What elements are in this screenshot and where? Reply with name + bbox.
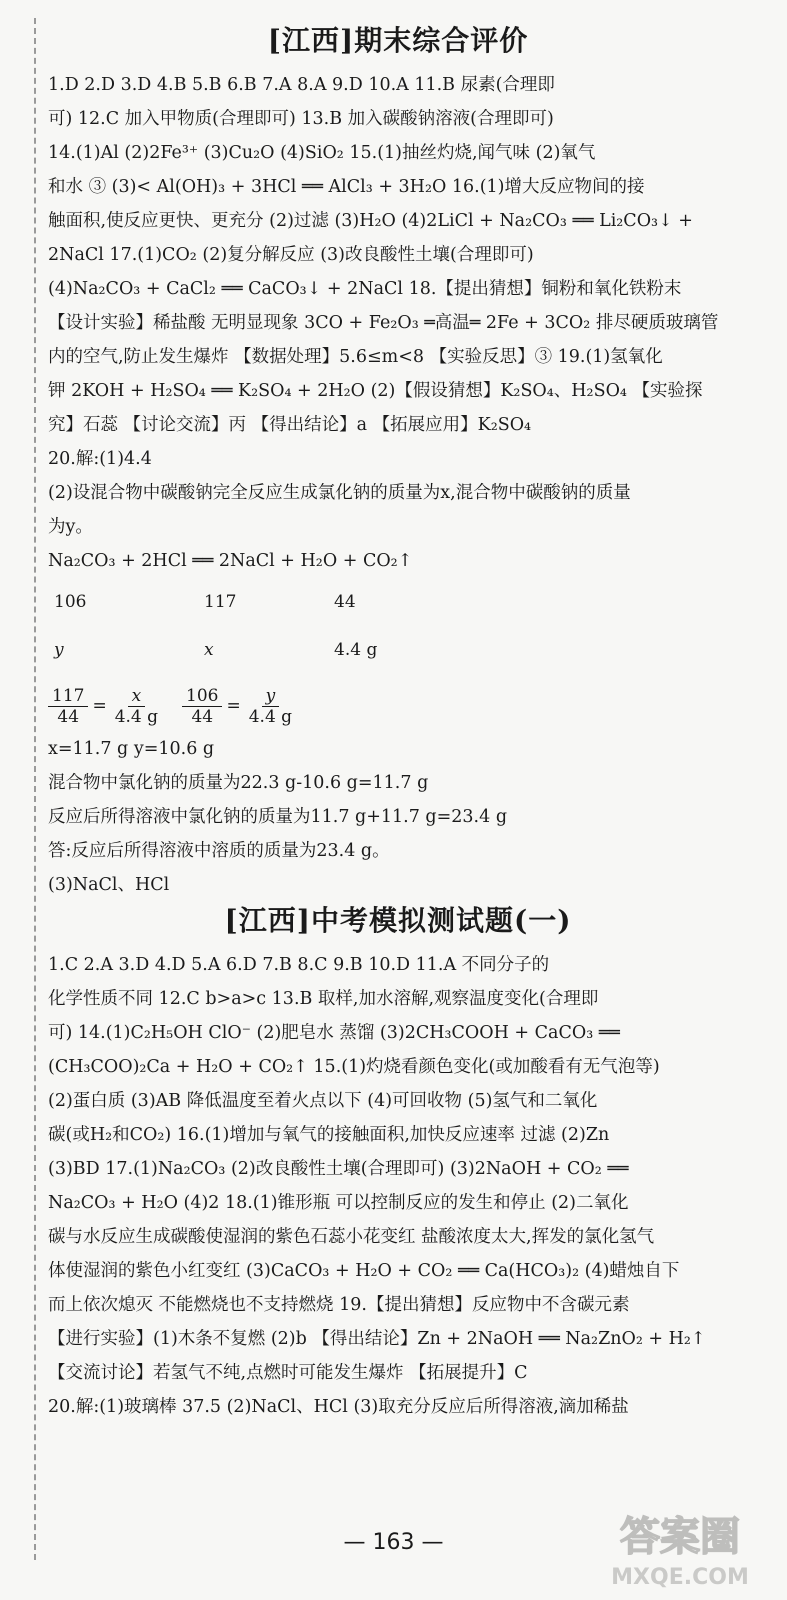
proportion-equations [48, 680, 748, 732]
answer-line: 和水 ③ (3)< Al(OH)₃ + 3HCl ══ AlCl₃ + 3H₂O 16.(1)增大反应物间的接 [48, 177, 645, 197]
equation-line: Na₂CO₃ + 2HCl ══ 2NaCl + H₂O + CO₂↑ [48, 551, 413, 571]
answer-line: 混合物中氯化钠的质量为22.3 g-10.6 g=11.7 g [48, 773, 429, 793]
answer-line: 1.C 2.A 3.D 4.D 5.A 6.D 7.B 8.C 9.B 10.D 11.A 不同分子的 [48, 955, 550, 975]
answer-line: (3)BD 17.(1)Na₂CO₃ (2)改良酸性土壤(合理即可) (3)2NaOH + CO₂ ══ [48, 1159, 629, 1179]
answer-line: 20.解:(1)玻璃棒 37.5 (2)NaCl、HCl (3)取充分反应后所得溶液,滴加稀盐 [48, 1397, 629, 1417]
answer-line: (4)Na₂CO₃ + CaCl₂ ══ CaCO₃↓ + 2NaCl 18.【提出猜想】铜粉和氧化铁粉末 [48, 279, 682, 299]
fraction-numerator: y [262, 686, 280, 707]
answer-line: 2NaCl 17.(1)CO₂ (2)复分解反应 (3)改良酸性土壤(合理即可) [48, 245, 534, 265]
fraction-numerator: 117 [48, 686, 88, 707]
answer-line: 触面积,使反应更快、更充分 (2)过滤 (3)H₂O (4)2LiCl + Na₂CO₃ ══ Li₂CO₃↓ + [48, 211, 693, 231]
answer-line: x=11.7 g y=10.6 g [48, 739, 215, 759]
answer-line: 反应后所得溶液中氯化钠的质量为11.7 g+11.7 g=23.4 g [48, 807, 508, 827]
ratio-value: 106 [54, 592, 87, 612]
ratio-value: 4.4 g [334, 640, 378, 660]
fraction-denominator: 4.4 g [114, 706, 159, 727]
answer-line: (2)设混合物中碳酸钠完全反应生成氯化钠的质量为x,混合物中碳酸钠的质量 [48, 483, 631, 503]
answer-line: Na₂CO₃ + H₂O (4)2 18.(1)锥形瓶 可以控制反应的发生和停止 (2)二氧化 [48, 1193, 629, 1213]
page-number: — 163 — [343, 1530, 444, 1555]
fraction-numerator: x [128, 686, 146, 707]
ratio-row [48, 626, 748, 674]
answer-line: 碳(或H₂和CO₂) 16.(1)增加与氧气的接触面积,加快反应速率 过滤 (2)Zn [48, 1125, 610, 1145]
page-content [48, 22, 748, 1424]
answer-line: 体使湿润的紫色小红变红 (3)CaCO₃ + H₂O + CO₂ ══ Ca(HCO₃)₂ (4)蜡烛自下 [48, 1261, 680, 1281]
section1-title: [江西]期末综合评价 [267, 24, 529, 57]
section2-title: [江西]中考模拟测试题(一) [224, 904, 572, 937]
watermark-text-top: 答案圈 [620, 1514, 740, 1560]
ratio-value: 117 [204, 592, 237, 612]
fraction-denominator: 4.4 g [248, 706, 293, 727]
ratio-value: x [204, 640, 214, 660]
answer-line: 钾 2KOH + H₂SO₄ ══ K₂SO₄ + 2H₂O (2)【假设猜想】K₂SO₄、H₂SO₄ 【实验探 [48, 381, 703, 401]
answer-line: 答:反应后所得溶液中溶质的质量为23.4 g。 [48, 841, 390, 861]
answer-line: 可) 12.C 加入甲物质(合理即可) 13.B 加入碳酸钠溶液(合理即可) [48, 109, 554, 129]
proportion-x: $\frac{117}{44}$ = $\frac{x}{4.4 g}$ [48, 686, 162, 727]
fraction-denominator: 44 [191, 706, 214, 727]
answer-line: 碳与水反应生成碳酸使湿润的紫色石蕊小花变红 盐酸浓度太大,挥发的氯化氢气 [48, 1227, 655, 1247]
fraction-denominator: 44 [57, 706, 80, 727]
answer-line: 【交流讨论】若氢气不纯,点燃时可能发生爆炸 【拓展提升】C [48, 1363, 528, 1383]
answer-line: 14.(1)Al (2)2Fe³⁺ (3)Cu₂O (4)SiO₂ 15.(1)抽丝灼烧,闻气味 (2)氧气 [48, 143, 596, 163]
answer-line: 可) 14.(1)C₂H₅OH ClO⁻ (2)肥皂水 蒸馏 (3)2CH₃COOH + CaCO₃ ══ [48, 1023, 620, 1043]
answer-line: (3)NaCl、HCl [48, 875, 170, 895]
answer-line: 【进行实验】(1)木条不复燃 (2)b 【得出结论】Zn + 2NaOH ══ Na₂ZnO₂ + H₂↑ [48, 1329, 706, 1349]
watermark-logo [595, 1506, 765, 1592]
ratio-row [48, 578, 748, 626]
fraction-numerator: 106 [182, 686, 222, 707]
answer-line: 为y。 [48, 517, 93, 537]
ratio-value: 44 [334, 592, 356, 612]
answer-line: 内的空气,防止发生爆炸 【数据处理】5.6≤m<8 【实验反思】③ 19.(1)氢氧化 [48, 347, 663, 367]
answer-line: (CH₃COO)₂Ca + H₂O + CO₂↑ 15.(1)灼烧看颜色变化(或加酸看有无气泡等) [48, 1057, 660, 1077]
answer-line: (2)蛋白质 (3)AB 降低温度至着火点以下 (4)可回收物 (5)氢气和二氧化 [48, 1091, 598, 1111]
ratio-value: y [54, 640, 64, 660]
binding-margin-line [34, 18, 36, 1560]
answer-line: 而上依次熄灭 不能燃烧也不支持燃烧 19.【提出猜想】反应物中不含碳元素 [48, 1295, 630, 1315]
answer-line: 究】石蕊 【讨论交流】丙 【得出结论】a 【拓展应用】K₂SO₄ [48, 415, 532, 435]
watermark-text-bottom: MXQE.COM [611, 1565, 749, 1590]
answer-line: 20.解:(1)4.4 [48, 449, 152, 469]
proportion-y: $\frac{106}{44}$ = $\frac{y}{4.4 g}$ [182, 686, 296, 727]
answer-line: 【设计实验】稀盐酸 无明显现象 3CO + Fe₂O₃ ═高温═ 2Fe + 3CO₂ 排尽硬质玻璃管 [48, 313, 719, 333]
answer-line: 化学性质不同 12.C b>a>c 13.B 取样,加水溶解,观察温度变化(合理即 [48, 989, 599, 1009]
answer-line: 1.D 2.D 3.D 4.B 5.B 6.B 7.A 8.A 9.D 10.A 11.B 尿素(合理即 [48, 75, 555, 95]
